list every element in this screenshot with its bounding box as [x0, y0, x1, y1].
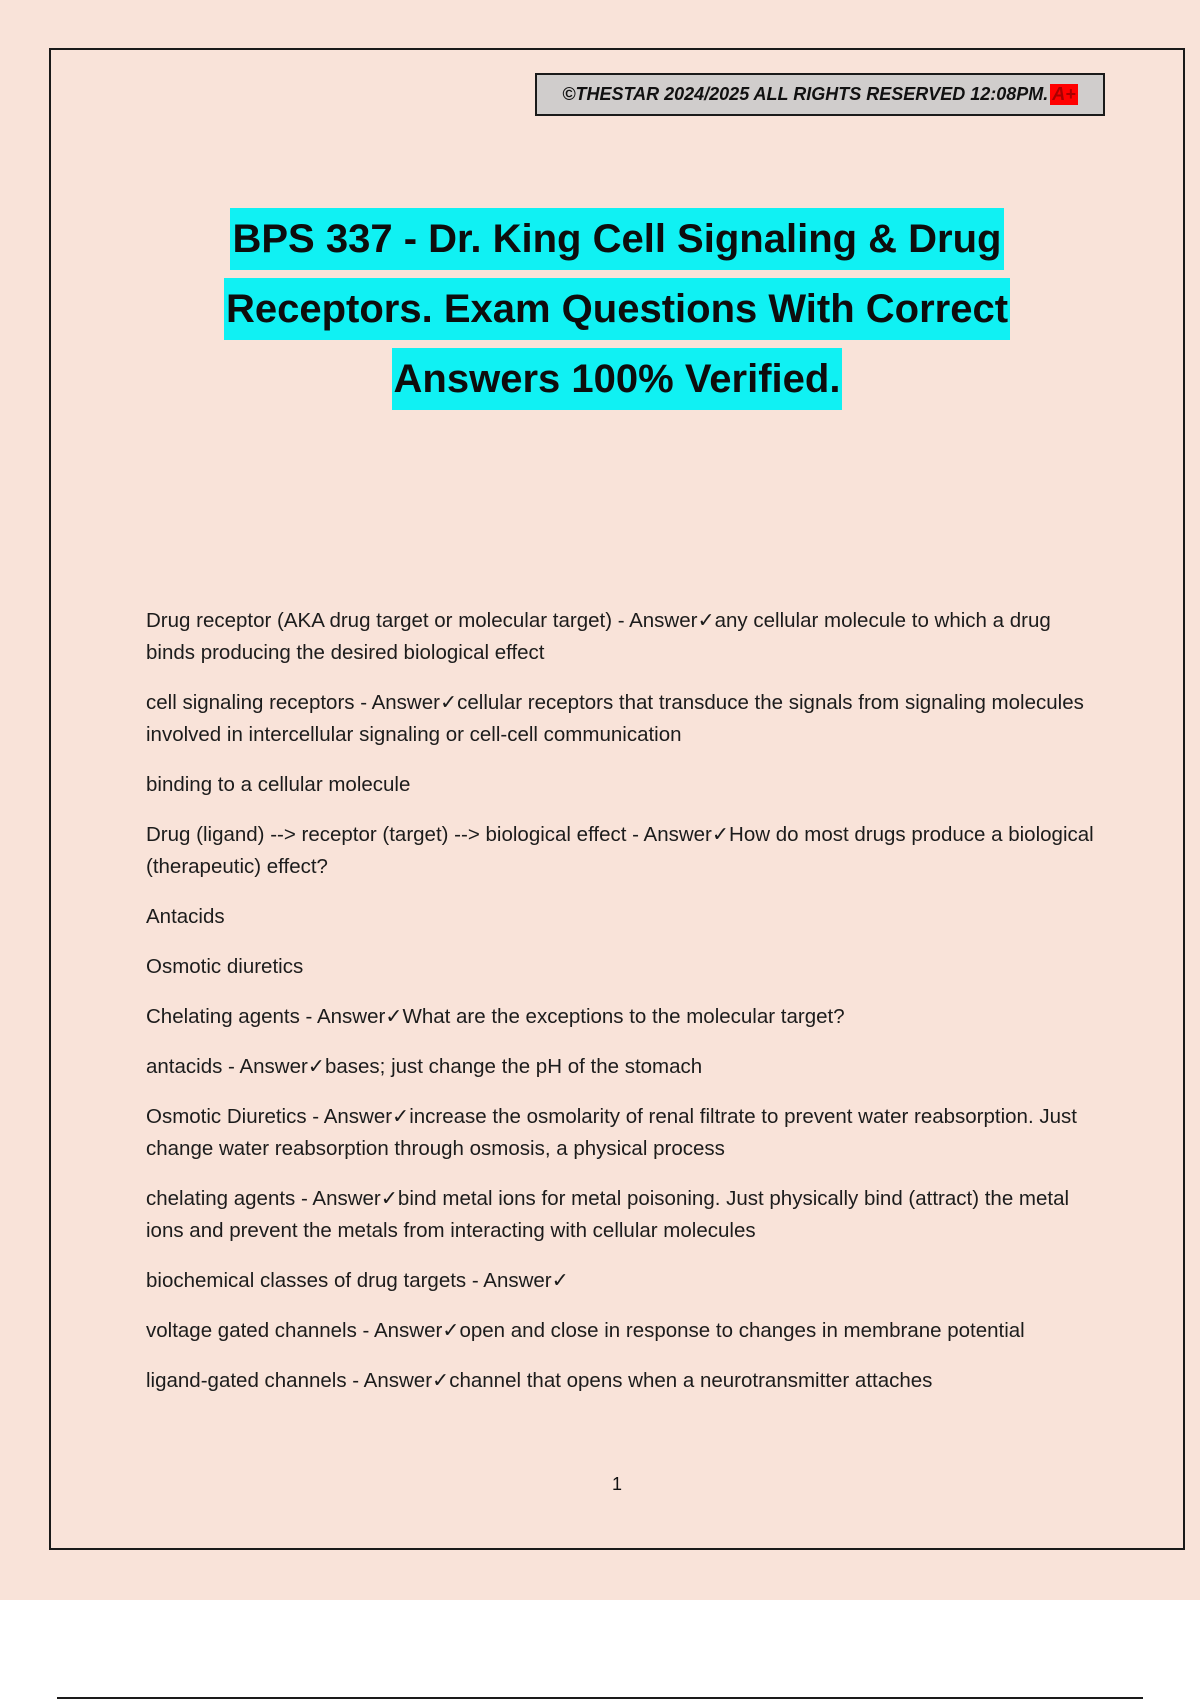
grade-badge: A+ [1052, 84, 1076, 104]
qa-item: Chelating agents - Answer✓What are the exceptions to the molecular target? [146, 1005, 845, 1028]
qa-item: Osmotic diuretics [146, 955, 304, 978]
title-line: Receptors. Exam Questions With Correct [224, 278, 1010, 340]
qa-item: Drug (ligand) --> receptor (target) --> biological effect - Answer✓How do most drugs produce a biological (therapeutic) effect? [146, 823, 1094, 878]
qa-item: antacids - Answer✓bases; just change the pH of the stomach [146, 1055, 703, 1078]
qa-item: voltage gated channels - Answer✓open and close in response to changes in membrane potential [146, 1319, 1025, 1342]
qa-item: chelating agents - Answer✓bind metal ions for metal poisoning. Just physically bind (attract) the metal ions and prevent the metals from interacting with cellular molecules [146, 1187, 1070, 1242]
qa-item: Antacids [146, 905, 225, 928]
qa-item: ligand-gated channels - Answer✓channel that opens when a neurotransmitter attaches [146, 1369, 933, 1392]
qa-item: cell signaling receptors - Answer✓cellular receptors that transduce the signals from signaling molecules involved in intercellular signaling or cell-cell communication [146, 691, 1084, 746]
qa-list [146, 605, 1096, 1415]
qa-item: binding to a cellular molecule [146, 773, 411, 796]
title-line: Answers 100% Verified. [392, 348, 843, 410]
page-number: 1 [611, 1474, 622, 1494]
document-title [120, 208, 1114, 418]
copyright-text: ©THESTAR 2024/2025 ALL RIGHTS RESERVED 12:08PM. [562, 84, 1049, 104]
qa-item: Osmotic Diuretics - Answer✓increase the osmolarity of renal filtrate to prevent water reabsorption. Just change water reabsorption through osmosis, a physical process [146, 1105, 1077, 1160]
copyright-header [535, 73, 1105, 116]
qa-item: biochemical classes of drug targets - Answer✓ [146, 1269, 569, 1292]
qa-item: Drug receptor (AKA drug target or molecular target) - Answer✓any cellular molecule to which a drug binds producing the desired biological effect [146, 609, 1051, 664]
title-line: BPS 337 - Dr. King Cell Signaling & Drug [230, 208, 1003, 270]
next-page-divider [57, 1697, 1143, 1699]
